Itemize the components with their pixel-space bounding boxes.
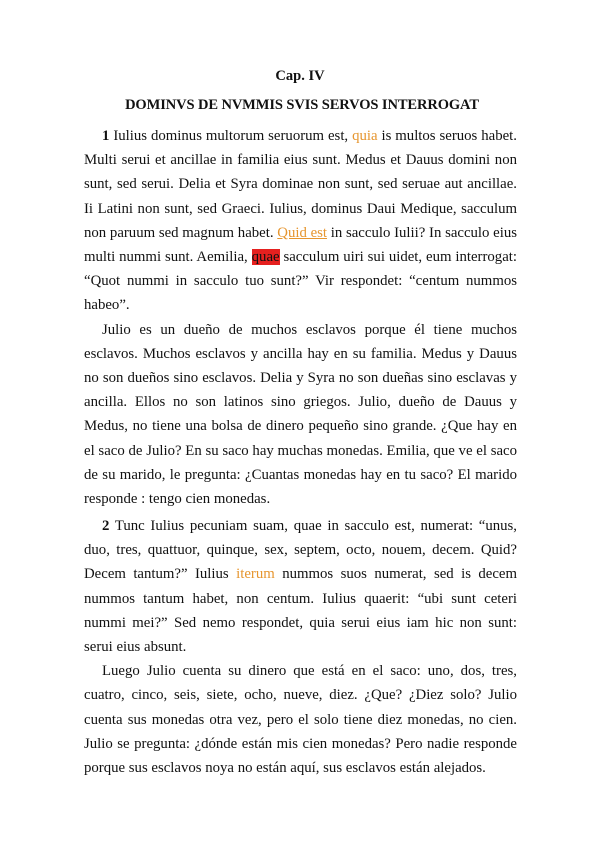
section-2-spanish-paragraph: Luego Julio cuenta su dinero que está en el saco: uno, dos, tres, cuatro, cinco, seis, siete, ocho, nueve, diez. ¿Que? ¿Diez solo? Julio cuenta sus monedas otra vez, pero el solo tiene diez monedas, no cien. Julio se pregunta: ¿dónde están mis cien monedas? Pero nadie responde porque sus esclavos noya no están aquí, sus esclavos están alejados. [84, 663, 517, 777]
text-run: Tunc Iulius pecuniam suam, quae in sacculo est, numerat: “unus, duo, tres, quattuor, quinque, sex, septem, octo, nouem, decem. Quid? Decem tantum?” Iulius [84, 518, 517, 583]
text-run: nummos suos numerat, sed is decem nummos tantum habet, non centum. Iulius quaerit: “ubi sunt ceteri nummi mei?” Sed nemo respondet, quia serui eius iam hic non sunt: serui eius absunt. [84, 566, 517, 656]
text-run: is multos seruos habet. Multi serui et ancillae in familia eius sunt. Medus et Dauus domini non sunt, sed serui. Delia et Syra dominae non sunt, sed seruae aut ancillae. Ii Latini non sunt, sed Graeci. Iulius, dominus Daui Medique, sacculum non paruum sed magnum habet. [84, 128, 517, 241]
highlighted-word-iterum: iterum [236, 566, 275, 583]
section-1 [84, 124, 517, 511]
highlighted-word-quae: quae [251, 249, 280, 266]
section-number: 2 [102, 518, 110, 534]
section-number: 1 [102, 128, 110, 144]
highlighted-word-quia: quia [352, 128, 378, 144]
text-run: Iulius dominus multorum seruorum est, [109, 128, 353, 144]
chapter-heading: Cap. IV [275, 68, 325, 84]
highlighted-link-quid-est[interactable]: Quid est [277, 224, 328, 241]
section-1-latin-paragraph [84, 124, 517, 318]
section-1-spanish-paragraph: Julio es un dueño de muchos esclavos porque él tiene muchos esclavos. Muchos esclavos y ancilla hay en su familia. Medus y Dauus no son dueños sino esclavos. Delia y Syra no son dueñas sino esclavas y ancilla. Ellos no son latinos sino griegos. Julio, dueño de Dauus y Medus, no tiene una bolsa de dinero pequeño sino grande. ¿Que hay en el saco de Julio? En su saco hay muchas monedas. Emilia, que ve el saco de su marido, le pregunta: ¿Cuantas monedas hay en tu saco? El marido responde : tengo cien monedas. [84, 321, 517, 508]
text-run: sacculum uiri sui uidet, eum interrogat: “Quot nummi in sacculo tuo sunt?” Vir respondet: “centum nummos habeo”. [84, 249, 517, 314]
section-2-latin-paragraph [84, 514, 517, 659]
text-run: in sacculo Iulii? In sacculo eius multi nummi sunt. Aemilia, [84, 224, 518, 266]
section-2 [84, 514, 517, 780]
chapter-title: DOMINVS DE NVMMIS SVIS SERVOS INTERROGAT [125, 97, 479, 113]
